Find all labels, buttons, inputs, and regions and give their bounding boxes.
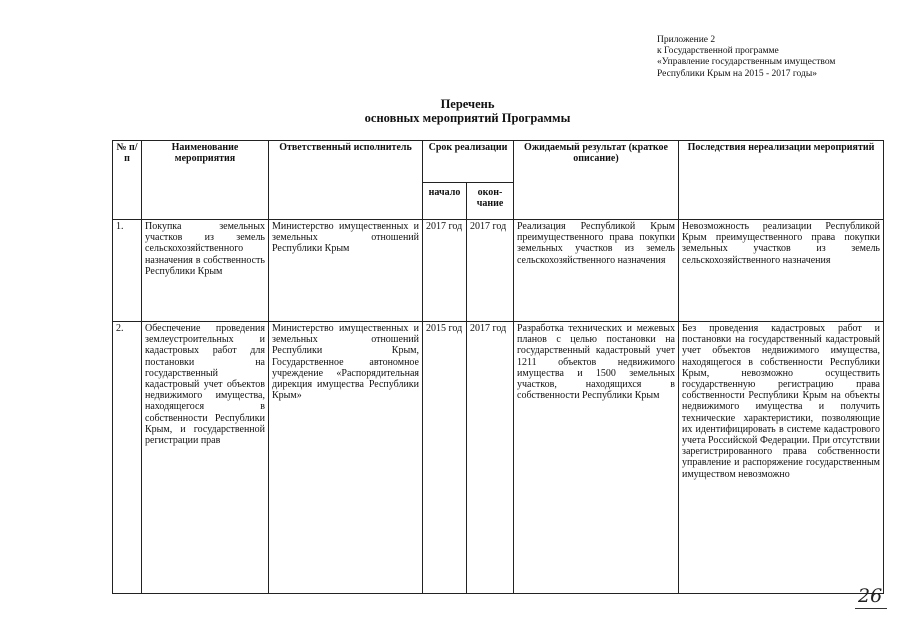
row-1-end: 2017 год — [467, 220, 514, 322]
header-consequences: Последствия нереализации мероприятий — [679, 141, 884, 220]
row-2-start: 2015 год — [423, 322, 467, 594]
appendix-line-2: к Государственной программе — [657, 46, 779, 57]
header-result: Ожидаемый результат (краткое описание) — [514, 141, 679, 220]
row-1-start: 2017 год — [423, 220, 467, 322]
row-2-consequences: Без проведения кадастровых работ и постановки на государственный кадастровый учет объектов недвижимого имущества, находящегося в собственности Республики Крым, невозможно осуществить государственную регистрацию права собственности Республики Крым на объекты недвижимого имущества и получить технические характеристики, позволяющие их идентифицировать в системе кадастрового учета Российской Федерации. При отсутствии зарегистрированного права собственности управление и распоряжение государственным имуществом невозможно — [679, 322, 884, 594]
appendix-header — [657, 35, 892, 80]
row-2-executor: Министерство имущественных и земельных отношений Республики Крым, Государственное автономное учреждение «Распорядительная дирекция имущества Республики Крым» — [269, 322, 423, 594]
activities-table — [112, 140, 884, 594]
row-1-num: 1. — [113, 220, 142, 322]
appendix-line-4: Республики Крым на 2015 - 2017 годы» — [657, 68, 817, 79]
row-2-num: 2. — [113, 322, 142, 594]
row-1-executor: Министерство имущественных и земельных отношений Республики Крым — [269, 220, 423, 322]
row-1-consequences: Невозможность реализации Республикой Крым преимущественного права покупки земельных участков из земель сельскохозяйственного назначения — [679, 220, 884, 322]
header-end: окон-чание — [467, 183, 514, 220]
appendix-line-1: Приложение 2 — [657, 35, 716, 45]
document-title — [0, 97, 905, 125]
title-line-2: основных мероприятий Программы — [364, 111, 571, 125]
header-num: № п/п — [113, 141, 142, 220]
appendix-line-3: «Управление государственным имуществом — [657, 57, 836, 68]
table-row — [113, 220, 884, 322]
page-number-underline — [855, 608, 887, 609]
header-name: Наименование мероприятия — [142, 141, 269, 220]
table-header-row — [113, 141, 884, 183]
page-number: 26 — [858, 585, 883, 607]
row-2-end: 2017 год — [467, 322, 514, 594]
header-period: Срок реализации — [423, 141, 514, 183]
row-2-name: Обеспечение проведения землеустроительных и кадастровых работ для постановки на государственный кадастровый учет объектов недвижимого имущества, находящегося в собственности Республики Крым, и государственной регистрации прав — [142, 322, 269, 594]
title-line-1: Перечень — [440, 97, 495, 111]
row-1-result: Реализация Республикой Крым преимущественного права покупки земельных участков из земель сельскохозяйственного назначения — [514, 220, 679, 322]
row-1-name: Покупка земельных участков из земель сельскохозяйственного назначения в собственность Республики Крым — [142, 220, 269, 322]
table-row — [113, 322, 884, 594]
header-executor: Ответственный исполнитель — [269, 141, 423, 220]
row-2-result: Разработка технических и межевых планов с целью постановки на государственный кадастровый учет 1211 объектов недвижимого имущества и 1500 земельных участков, находящихся в собственности Республики Крым — [514, 322, 679, 594]
header-start: начало — [423, 183, 467, 220]
